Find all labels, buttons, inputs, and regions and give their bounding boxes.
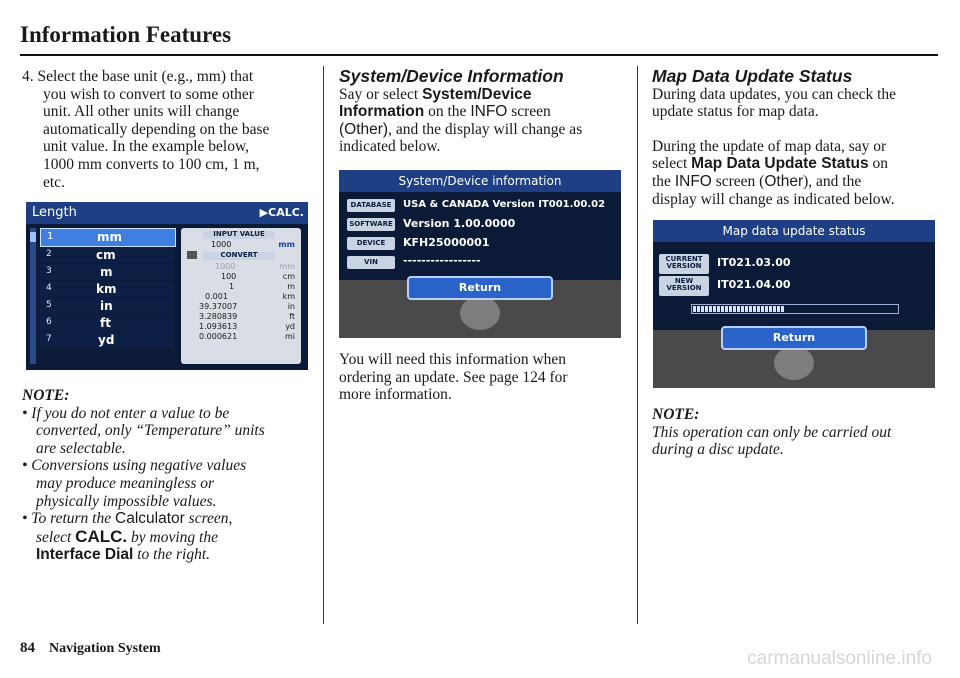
current-version-value: IT021.03.00 [717, 256, 791, 269]
length-title-bar [26, 202, 308, 224]
step-4-line: unit. All other units will change [43, 103, 240, 121]
unit-list-item[interactable]: 1 mm [40, 228, 176, 247]
current-version-label: CURRENT VERSION [659, 254, 709, 274]
database-label: DATABASE [347, 199, 395, 212]
step-4-line: 1000 mm converts to 100 cm, 1 m, [43, 155, 260, 173]
left-column [22, 68, 314, 191]
left-notes [22, 387, 314, 564]
right-column [652, 68, 942, 208]
result-row: 1000 mm [215, 262, 295, 271]
unit-list-item[interactable]: 3 m [40, 264, 174, 280]
system-device-screen [339, 170, 621, 338]
conversion-panel [181, 228, 301, 364]
intro-line: Say or select System/Device [339, 85, 532, 103]
section-heading: System/Device Information [339, 66, 564, 86]
note-title: NOTE: [22, 387, 70, 404]
keyboard-icon[interactable] [187, 251, 197, 259]
note-line: may produce meaningless or [36, 474, 215, 492]
map-update-title-bar [653, 220, 935, 242]
note-line: • Conversions using negative values [22, 457, 247, 475]
desc-line: During the update of map data, say or [652, 137, 887, 155]
software-value: Version 1.00.0000 [403, 217, 516, 230]
calculator-term: Calculator [115, 510, 185, 528]
note-line: Interface Dial to the right. [36, 546, 210, 564]
result-row: 0.000621 mi [199, 332, 295, 341]
unit-list-item[interactable]: 7 yd [40, 332, 174, 348]
result-row: 3.280839 ft [199, 312, 295, 321]
unit-list-item[interactable]: 4 km [40, 281, 174, 297]
step-4-line: you wish to convert to some other [43, 85, 254, 103]
database-value: USA & CANADA Version IT001.00.02 [403, 199, 606, 210]
intro-line: Information on the INFO screen [339, 103, 551, 121]
calc-button[interactable]: ▶CALC. [259, 206, 304, 219]
result-row: 39.37007 in [199, 302, 295, 311]
play-arrow-icon: ▶ [259, 206, 269, 219]
scrollbar[interactable] [30, 228, 36, 364]
interface-dial-term: Interface Dial [36, 546, 134, 564]
map-update-screen [653, 220, 935, 388]
result-list [185, 262, 297, 342]
new-version-label: NEW VERSION [659, 276, 709, 296]
step-4-line: unit value. In the example below, [43, 138, 250, 156]
system-device-title-bar [339, 170, 621, 192]
length-title: Length [32, 205, 77, 220]
page-number: 84 [20, 640, 35, 656]
middle-after-text [339, 351, 631, 404]
result-row: 1.093613 yd [199, 322, 295, 331]
watermark: carmanualsonline.info [747, 648, 932, 669]
step-4-line: automatically depending on the base [43, 120, 270, 138]
column-divider-2 [637, 66, 638, 624]
convert-label: CONVERT [203, 252, 275, 260]
update-progress-bar [691, 304, 899, 314]
note-line: during a disc update. [652, 441, 784, 459]
device-value: KFH25000001 [403, 236, 490, 249]
desc-line: display will change as indicated below. [652, 190, 895, 208]
note-line: converted, only “Temperature” units [36, 422, 265, 440]
unit-list-item[interactable]: 5 in [40, 298, 174, 314]
header-rule [20, 54, 938, 56]
length-conversion-screen [26, 202, 308, 370]
step-4-line: 4. Select the base unit (e.g., mm) that [22, 68, 254, 85]
step-4-line: etc. [43, 173, 65, 191]
note-line: This operation can only be carried out [652, 423, 892, 441]
input-unit: mm [278, 240, 295, 249]
scrollbar-thumb[interactable] [30, 232, 36, 242]
new-version-value: IT021.04.00 [717, 278, 791, 291]
update-progress-fill [693, 306, 785, 312]
desc-line: the INFO screen (Other), and the [652, 172, 862, 190]
vin-value: ----------------- [403, 254, 481, 267]
interface-dial-icon [460, 296, 500, 330]
calc-term: CALC. [75, 526, 128, 546]
info-line: ordering an update. See page 124 for [339, 368, 568, 386]
desc-line: update status for map data. [652, 103, 819, 121]
desc-line: select Map Data Update Status on [652, 155, 888, 173]
info-line: more information. [339, 386, 452, 404]
right-note [652, 406, 942, 459]
software-label: SOFTWARE [347, 218, 395, 231]
unit-list-item[interactable]: 2 cm [40, 247, 174, 263]
result-row: 1 m [229, 282, 295, 291]
note-line: select CALC. by moving the [36, 526, 218, 546]
unit-list-item[interactable]: 6 ft [40, 315, 174, 331]
info-line: You will need this information when [339, 351, 567, 368]
middle-column [339, 68, 631, 156]
footer-label: Navigation System [49, 641, 161, 656]
input-value: 1000 [211, 240, 232, 249]
result-row: 0.001 km [205, 292, 295, 301]
note-line: are selectable. [36, 439, 126, 457]
note-title: NOTE: [652, 406, 700, 423]
input-value-label: INPUT VALUE [203, 231, 275, 239]
vin-label: VIN [347, 256, 395, 269]
device-label: DEVICE [347, 237, 395, 250]
section-heading: Map Data Update Status [652, 66, 853, 86]
page-title: Information Features [20, 22, 232, 47]
intro-line: indicated below. [339, 138, 441, 156]
map-update-title: Map data update status [722, 224, 866, 238]
intro-line: (Other), and the display will change as [339, 120, 583, 138]
interface-dial-icon [774, 346, 814, 380]
note-line: • To return the Calculator screen, [22, 510, 233, 528]
return-button[interactable]: Return [407, 276, 553, 300]
note-line: • If you do not enter a value to be [22, 404, 230, 422]
system-device-title: System/Device information [398, 174, 562, 188]
return-button[interactable]: Return [721, 326, 867, 350]
desc-line: During data updates, you can check the [652, 85, 897, 103]
result-row: 100 cm [221, 272, 295, 281]
note-line: physically impossible values. [36, 492, 217, 510]
column-divider-1 [323, 66, 324, 624]
page-footer [20, 640, 161, 657]
